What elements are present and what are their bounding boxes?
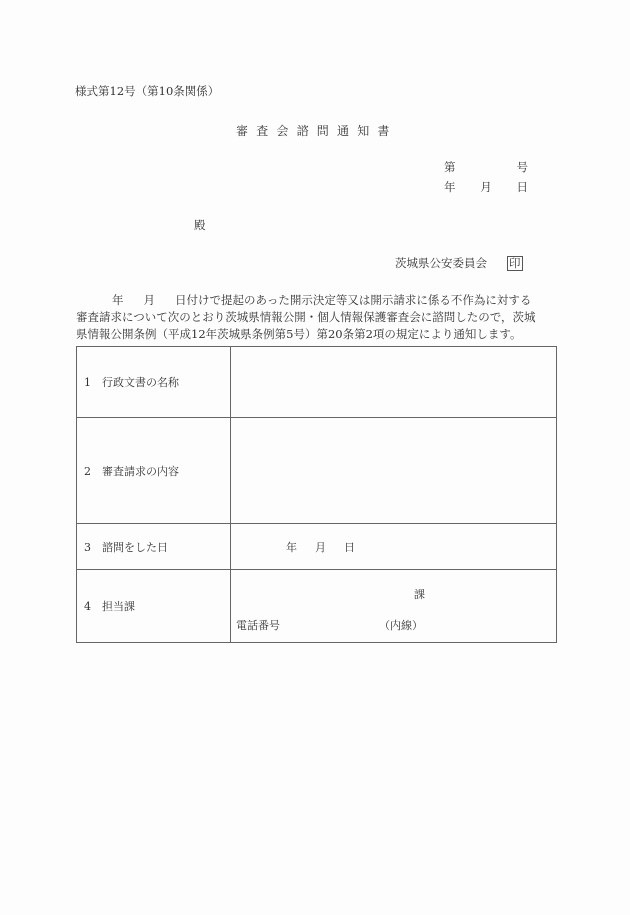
department-field[interactable] bbox=[231, 570, 557, 643]
body-line2: 審査請求について次のとおり茨城県情報公開・個人情報保護審査会に諮問したので，茨城 bbox=[76, 310, 536, 324]
row-number: 4 bbox=[84, 600, 91, 613]
number-prefix: 第 bbox=[444, 160, 456, 174]
body-paragraph bbox=[76, 292, 560, 343]
body-month: 月 bbox=[143, 293, 155, 307]
number-suffix: 号 bbox=[516, 160, 528, 174]
row-label-text: 諮問をした日 bbox=[102, 540, 168, 554]
row-label-text: 担当課 bbox=[102, 600, 135, 613]
date-year: 年 bbox=[444, 180, 456, 194]
table-row bbox=[77, 570, 557, 643]
date-month: 月 bbox=[480, 180, 492, 194]
row-label-text: 審査請求の内容 bbox=[102, 464, 179, 478]
table-row bbox=[77, 524, 557, 570]
document-name-field[interactable] bbox=[231, 347, 557, 418]
table-row bbox=[77, 347, 557, 418]
body-year: 年 bbox=[112, 293, 124, 307]
inquiry-year: 年 bbox=[286, 540, 297, 554]
form-number: 様式第12号（第10条関係） bbox=[75, 84, 220, 98]
seal-mark: 印 bbox=[509, 256, 521, 270]
inquiry-month: 月 bbox=[315, 540, 326, 554]
row-label bbox=[77, 524, 231, 570]
body-line3: 県情報公開条例（平成12年茨城県条例第5号）第20条第2項の規定により通知します。 bbox=[76, 327, 522, 341]
row-number: 2 bbox=[84, 464, 91, 478]
inquiry-day: 日 bbox=[344, 540, 355, 554]
notification-table bbox=[76, 346, 557, 643]
body-line1: 日付けで提起のあった開示決定等又は開示請求に係る不作為に対する bbox=[175, 293, 532, 307]
request-content-field[interactable] bbox=[231, 418, 557, 524]
table-row bbox=[77, 418, 557, 524]
date-day: 日 bbox=[516, 180, 528, 194]
document-title: 審査会諮問通知書 bbox=[236, 124, 398, 138]
sender-block bbox=[395, 256, 523, 271]
row-label bbox=[77, 347, 231, 418]
row-number: 3 bbox=[84, 540, 91, 554]
row-number: 1 bbox=[84, 376, 91, 389]
extension-label: （内線） bbox=[379, 619, 423, 632]
department-suffix: 課 bbox=[414, 588, 425, 601]
row-label-text: 行政文書の名称 bbox=[102, 376, 179, 389]
row-label bbox=[77, 570, 231, 643]
document-number-line bbox=[444, 160, 528, 174]
phone-label: 電話番号 bbox=[236, 619, 280, 632]
addressee-honorific: 殿 bbox=[194, 218, 206, 232]
inquiry-date-field[interactable] bbox=[231, 524, 557, 570]
row-label bbox=[77, 418, 231, 524]
sender-name: 茨城県公安委員会 bbox=[395, 256, 487, 270]
document-date-line bbox=[444, 180, 528, 194]
